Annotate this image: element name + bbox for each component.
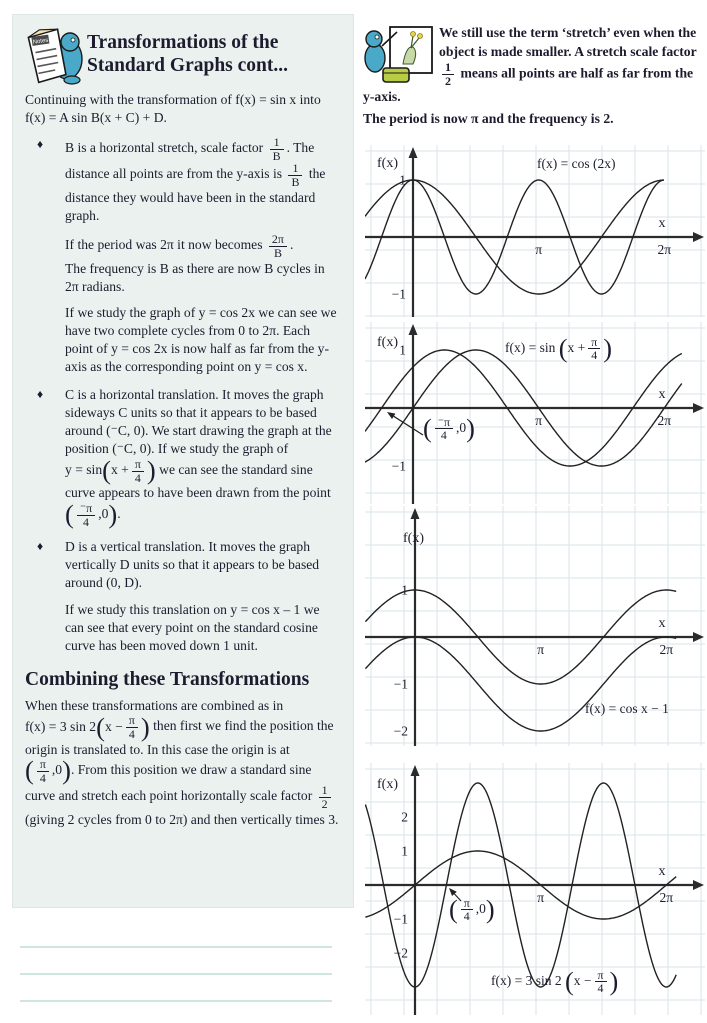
x-axis-label: x [658,216,666,231]
right-paren: ) [485,895,495,925]
curve-equation-inner: x + [567,340,586,356]
graph-canvas [365,145,705,317]
x-tick-label: 2π [657,242,672,257]
notes-icon [23,25,87,87]
x-tick-label: 2π [659,642,674,657]
bullet-d-p2: If we study this translation on y = cos x – 1 we can see that every point on the standard cosine curve has been moved down 1 unit. [65,601,320,653]
point-annotation-math [449,895,495,925]
x-axis-label: x [658,616,666,631]
point-annotation-math [423,414,475,444]
y-axis-label: f(x) [377,156,398,171]
bullet-b-p3: If we study the graph of y = cos 2x we can see we have two complete cycles from 0 to 2π. Each point of y = cos 2x is now half as far from the y-axis as the corresponding point on y = cos x. [65,305,337,375]
curve-equation-inner: x − [573,973,592,989]
x-axis-label: x [658,864,666,879]
left-paren: ( [558,334,568,364]
y-axis-arrow-icon [409,324,418,335]
graph-cos-minus-1 [365,506,705,746]
diamond-bullet-icon: ♦ [37,387,44,402]
right-paren: ) [603,334,613,364]
fraction [461,897,473,923]
y-axis-label: f(x) [377,777,398,792]
fraction: $\frac{\pi}{4}$ [37,758,49,784]
curve-equation [585,701,669,716]
fraction: $\frac{\pi}{4}$ [132,458,144,484]
page-title-line2: Standard Graphs cont... [87,55,288,76]
fraction-denominator: 4 [597,981,604,996]
point-annotation [423,416,475,442]
diamond-bullet-icon: ♦ [37,539,44,554]
x-axis-arrow-icon [693,232,704,242]
left-paren: ( [65,499,74,530]
period-note: The period is now π and the frequency is 2. [363,111,614,127]
bullet-b-p2: If the period was 2π it now becomes $\frac{2\pi}{B}$ . The frequency is B as there are now B cycles in 2π radians. [65,232,325,294]
fraction [595,969,607,995]
bullet-d-p1: D is a vertical translation. It moves the graph vertically D units so that it appears to be based around (0, D). [65,539,320,591]
notes-icon-label: Notes [32,37,49,46]
curve-equation-pre: f(x) = cos (2x) [537,156,616,171]
intro-paragraph: Continuing with the transformation of f(x) = sin x into f(x) = A sin B(x + C) + D. [25,92,321,125]
bullet-b-p1: B is a horizontal stretch, scale factor $\frac{1}{B}$ . The distance all points are from the y-axis is $\frac{1}{B}$ the distance they would have been in the standard graph. [65,135,326,223]
curve-equation-pre: f(x) = cos x − 1 [585,701,669,716]
fraction: $\frac{1}{2}$ [442,61,454,87]
y-tick-label: −1 [391,458,406,474]
right-paren: ) [466,414,475,444]
x-axis-label: x [658,387,666,402]
x-tick-label: π [535,413,543,428]
combining-heading: Combining these Transformations [25,668,310,690]
annotation-arrow-icon [387,412,395,419]
x-tick-label: 2π [659,890,674,905]
y-axis-label: f(x) [403,531,424,546]
left-paren: ( [449,895,458,925]
right-intro [363,24,705,133]
fraction-denominator: 4 [591,348,598,363]
curve-equation-label [505,336,612,362]
ruled-line [20,1000,332,1002]
bullet-d [25,538,341,655]
right-paren: ) [609,967,619,997]
y-tick-label: −1 [393,676,408,692]
x-tick-label: π [537,890,545,905]
fraction-numerator: π [595,969,607,982]
bullet-c-p1: C is a horizontal translation. It moves the graph sideways C units so that it appears to be based around (⁻C, 0). We start drawing the graph at the position (⁻C, 0). If we study the graph of y = sin(x + $\frac{\pi}{4}$ ) we can see the standard sine curve appears to have been drawn from the point ( $\frac{^-\pi}{4}$ ,0). [65,387,332,530]
curve-equation [537,156,615,171]
curve-equation-label [491,969,618,995]
y-tick-label: 1 [401,582,408,598]
graph-cos-2x [365,145,705,317]
y-axis-arrow-icon [409,147,418,158]
fraction [588,336,600,362]
y-tick-label: −1 [393,911,408,927]
fraction-numerator: π [588,336,600,349]
bullet-c [25,386,341,528]
curve-cos-x-1 [365,637,676,731]
right-paren: ) [108,499,118,530]
y-axis-arrow-icon [411,508,420,519]
fraction-numerator: π [461,897,473,910]
annotation-arrow-line [394,416,423,435]
left-paren: ( [25,755,34,786]
left-paren: ( [96,711,105,742]
curve-equation [491,967,619,997]
fraction: $\frac{1}{2}$ [319,784,331,810]
left-notes-panel [12,14,354,908]
fraction-denominator: 4 [440,428,447,443]
y-axis-arrow-icon [411,765,420,776]
y-axis-label: f(x) [377,335,398,350]
title-row [23,25,343,87]
point-annotation-math-inner-post: ,0 [475,901,486,917]
curve-equation-pre: f(x) = 3 sin 2 [491,973,565,989]
right-paren: ) [146,455,156,486]
math-point-expression: ( $\frac{^-\pi}{4}$ ,0) [65,499,118,530]
ruled-line [20,973,332,975]
y-tick-label: −2 [393,945,408,961]
page-title [87,25,288,77]
point-annotation [449,897,495,923]
fraction: $\frac{\pi}{4}$ [126,714,138,740]
math-origin-point: ( $\frac{\pi}{4}$ ,0) [25,755,71,786]
curve-equation-pre: f(x) = sin [505,340,559,356]
page-title-line1: Transformations of the [87,32,279,53]
left-paren: ( [102,455,111,486]
x-tick-label: π [535,242,543,257]
fraction: $\frac{1}{B}$ [270,136,284,162]
y-tick-label: 1 [401,843,408,859]
graph-sin-shifted [365,322,705,504]
y-tick-label: 1 [399,342,406,358]
bullet-b [25,136,341,376]
ruled-line [20,946,332,948]
point-annotation-math-inner-post: ,0 [456,420,467,436]
x-tick-label: π [537,642,545,657]
y-tick-label: −2 [393,723,408,739]
diamond-bullet-icon: ♦ [37,137,44,152]
math-sin-expression: y = sin(x + $\frac{\pi}{4}$ ) [65,455,156,486]
fraction-numerator: ⁻π [435,416,453,429]
y-tick-label: −1 [391,286,406,302]
teacher-mascot-icon [363,24,435,84]
x-tick-label: 2π [657,413,672,428]
left-paren: ( [423,414,432,444]
y-tick-label: 1 [399,172,406,188]
fraction [435,416,453,442]
x-axis-arrow-icon [693,632,704,642]
y-tick-label: 2 [401,809,408,825]
fraction: $\frac{^-\pi}{4}$ [77,502,95,528]
left-paren: ( [564,967,574,997]
fraction: $\frac{2\pi}{B}$ [269,233,287,259]
fraction-denominator: 4 [463,909,470,924]
x-axis-arrow-icon [693,880,704,890]
right-paren: ) [62,755,71,786]
graph-combined-transformation [365,763,705,1015]
right-paren: ) [140,711,150,742]
curve-equation [505,334,613,364]
fraction: $\frac{1}{B}$ [288,162,302,188]
x-axis-arrow-icon [693,403,704,413]
curve-equation-label [585,702,669,717]
curve-equation-label [537,157,615,172]
combining-paragraph: When these transformations are combined as in f(x) = 3 sin 2(x − $\frac{\pi}{4}$ ) then first we find the position the origin is translated to. In this case the origin is at ( $\frac{\pi}{4}$ ,0). From this position we draw a standard sine curve and stretch each point horizontally scale factor $\frac{1}{2}$ (giving 2 cycles from 0 to 2π) and then vertically times 3. [25,697,339,827]
math-combined-expression: f(x) = 3 sin 2(x − $\frac{\pi}{4}$ ) [25,711,150,742]
stretch-note: We still use the term ‘stretch’ even when the object is made smaller. A stretch scale factor $\frac{1}{2}$ means all points are half as far from the y-axis. [363,25,697,104]
